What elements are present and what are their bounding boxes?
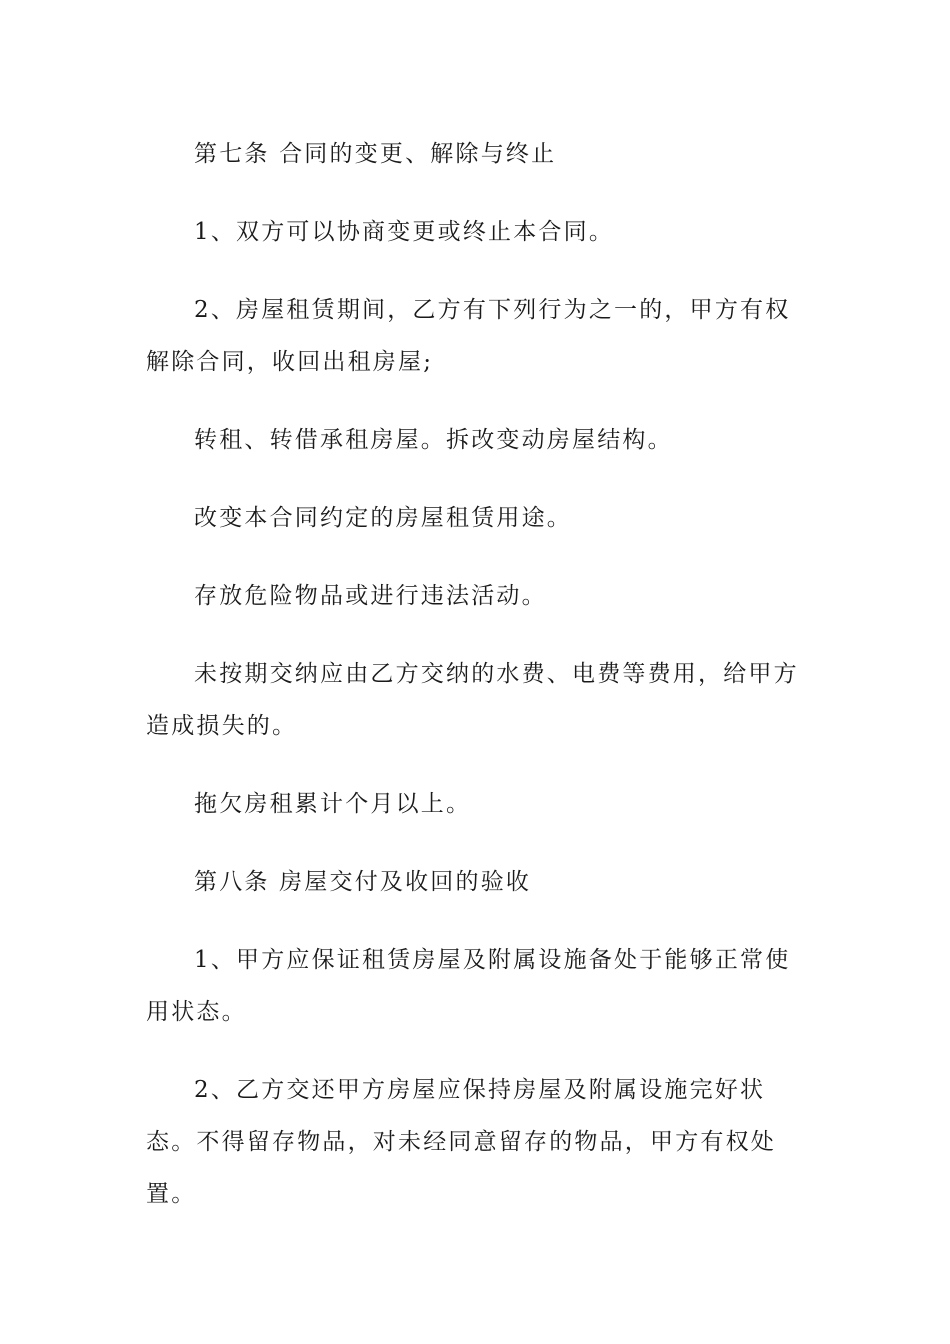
article-7-item-fees: 未按期交纳应由乙方交纳的水费、电费等费用，给甲方造成损失的。 <box>146 661 799 739</box>
article-8-clause-1: 1、甲方应保证租赁房屋及附属设施备处于能够正常使用状态。 <box>146 947 791 1025</box>
article-7-clause-2: 2、房屋租赁期间，乙方有下列行为之一的，甲方有权解除合同，收回出租房屋; <box>146 297 791 375</box>
article-7-item-rent-arrears: 拖欠房租累计个月以上。 <box>194 791 472 817</box>
article-7-heading: 第七条 合同的变更、解除与终止 <box>194 141 557 167</box>
article-7-item-usage: 改变本合同约定的房屋租赁用途。 <box>194 505 572 531</box>
article-7-item-danger: 存放危险物品或进行违法活动。 <box>194 583 547 609</box>
article-8-clause-2: 2、乙方交还甲方房屋应保持房屋及附属设施完好状态。不得留存物品，对未经同意留存的物品，甲方有权处置。 <box>146 1077 776 1207</box>
article-8-heading: 第八条 房屋交付及收回的验收 <box>194 869 532 895</box>
article-7-item-sublet: 转租、转借承租房屋。拆改变动房屋结构。 <box>194 427 673 453</box>
document-body <box>146 128 808 1246</box>
article-7-clause-1: 1、双方可以协商变更或终止本合同。 <box>194 219 615 245</box>
